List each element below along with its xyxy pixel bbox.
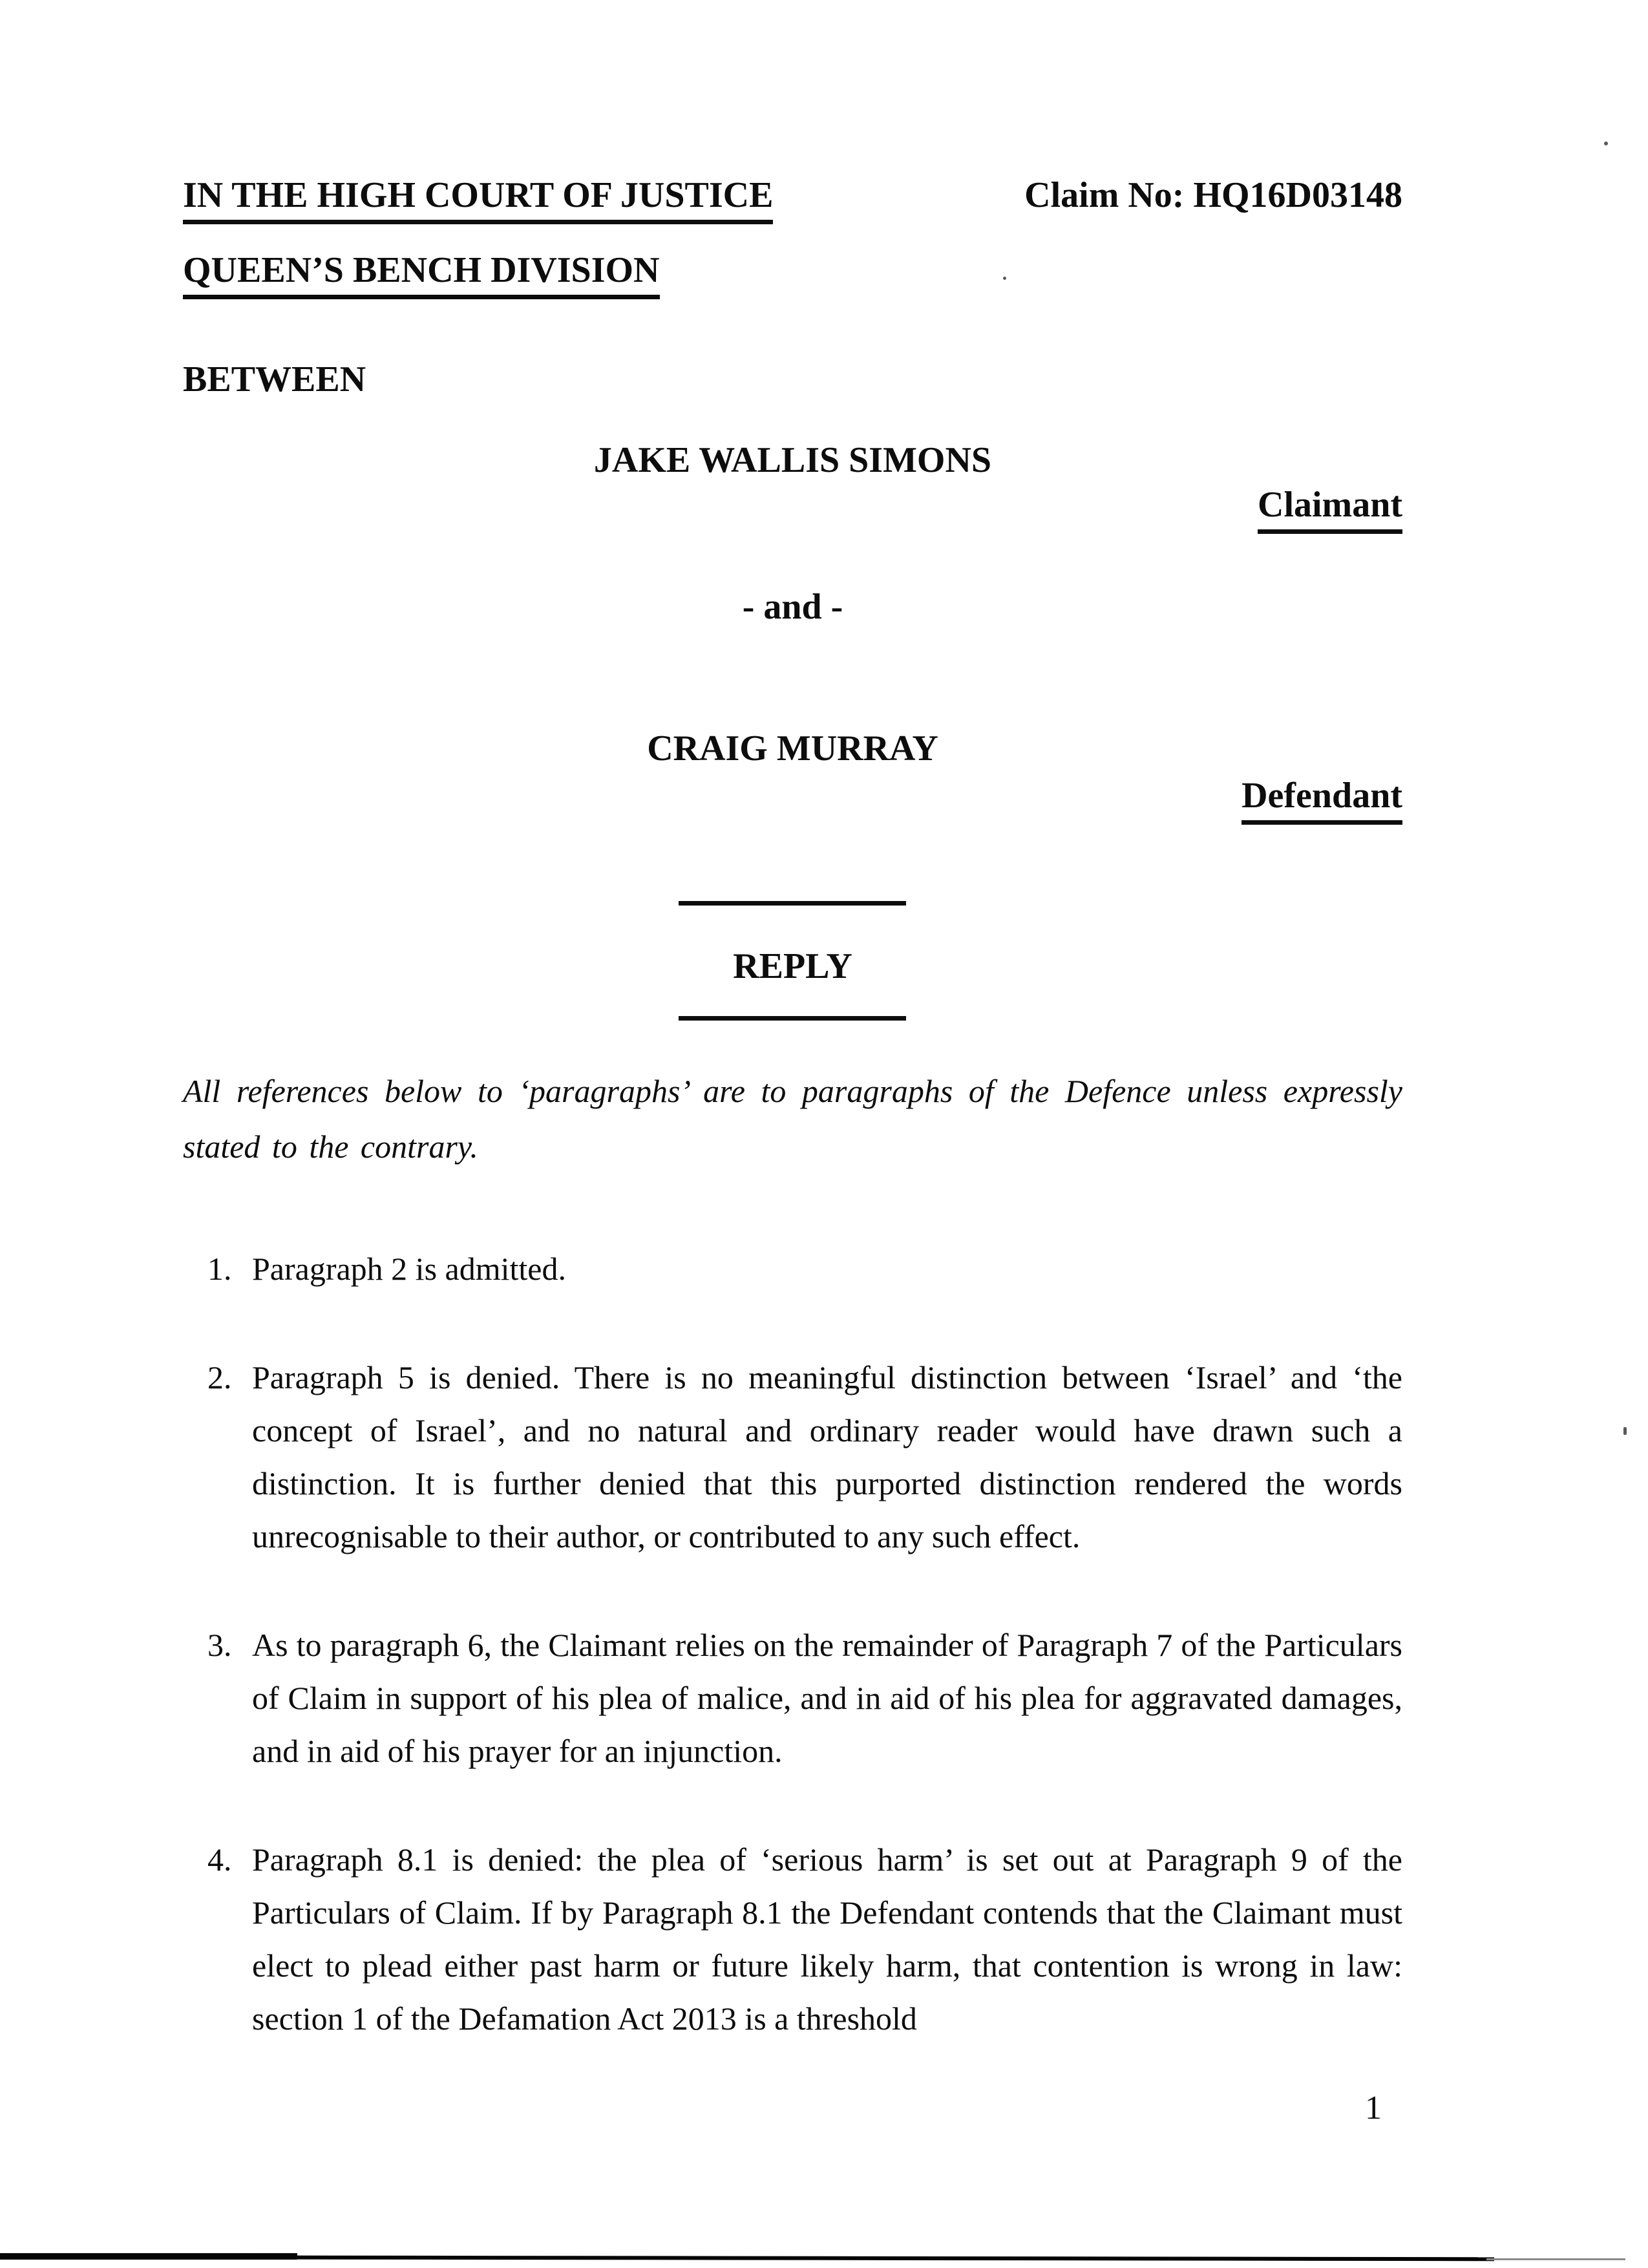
claim-number: Claim No: HQ16D03148 [1024, 175, 1402, 215]
scan-speck [1623, 1427, 1627, 1435]
document-header [183, 173, 1402, 224]
document-title: REPLY [733, 946, 852, 986]
paragraph-number: 3. [207, 1627, 232, 1663]
paragraph-text: Paragraph 2 is admitted. [252, 1251, 566, 1287]
between-row [183, 357, 1402, 401]
page-number: 1 [1365, 2090, 1382, 2126]
claimant-role-row [183, 483, 1402, 534]
claimant-role-label: Claimant [1258, 483, 1402, 534]
defendant-role-label: Defendant [1241, 774, 1402, 825]
division-name: QUEEN’S BENCH DIVISION [183, 248, 660, 299]
defendant-role-row [183, 774, 1402, 825]
and-separator-row [183, 585, 1402, 629]
paragraph-item-4 [183, 1833, 1402, 2045]
claimant-name: JAKE WALLIS SIMONS [593, 440, 992, 480]
paragraph-number: 2. [207, 1359, 232, 1395]
title-rule-bottom [679, 1016, 906, 1021]
scan-speck [1604, 142, 1608, 145]
paragraph-number: 4. [207, 1841, 232, 1878]
paragraph-item-1 [183, 1242, 1402, 1295]
paragraph-item-2 [183, 1351, 1402, 1563]
scan-artifact-line [1486, 2258, 1625, 2260]
defendant-name-row [183, 726, 1402, 770]
between-label: BETWEEN [183, 359, 366, 399]
paragraph-number: 1. [207, 1251, 232, 1287]
claimant-name-row [183, 438, 1402, 482]
title-rule-top [679, 901, 906, 906]
paragraph-list [183, 1242, 1402, 2045]
paragraph-text: Paragraph 8.1 is denied: the plea of ‘serious harm’ is set out at Paragraph 9 of the Particulars of Claim. If by Paragraph 8.1 the Defendant contends that the Claimant must elect to plead either past harm or future likely harm, that contention is wrong in law: section 1 of the Defamation Act 2013 is a threshold [252, 1841, 1402, 2037]
paragraph-text: As to paragraph 6, the Claimant relies on the remainder of Paragraph 7 of the Particulars of Claim in support of his plea of malice, and in aid of his plea for aggravated damages, and in aid of his prayer for an injunction. [252, 1627, 1402, 1769]
division-row [183, 248, 1402, 299]
title-row [183, 944, 1402, 988]
scan-artifact-line [0, 2255, 1494, 2261]
and-separator: - and - [742, 587, 843, 627]
court-name: IN THE HIGH COURT OF JUSTICE [183, 173, 773, 224]
defendant-name: CRAIG MURRAY [647, 728, 938, 768]
scan-speck [1003, 277, 1006, 280]
paragraph-item-3 [183, 1618, 1402, 1777]
paragraph-text: Paragraph 5 is denied. There is no meaningful distinction between ‘Israel’ and ‘the concept of Israel’, and no natural and ordinary reader would have drawn such a distinction. It is further denied that this purported distinction rendered the words unrecognisable to their author, or contributed to any such effect. [252, 1359, 1402, 1554]
preamble-note: All references below to ‘paragraphs’ are to paragraphs of the Defence unless expressly stated to the contrary. [183, 1073, 1402, 1165]
